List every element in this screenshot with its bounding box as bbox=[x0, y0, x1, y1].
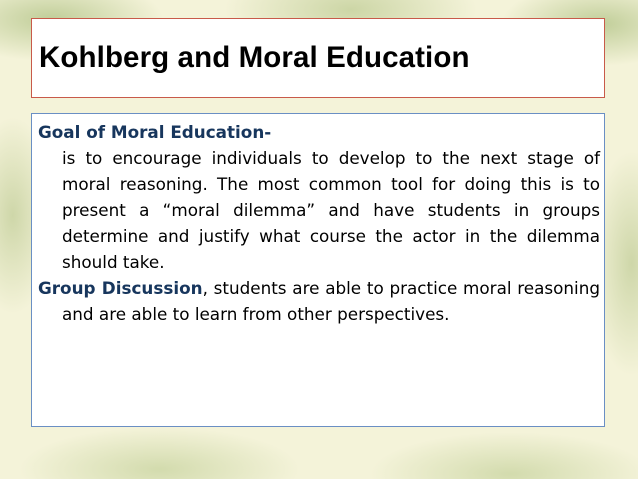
content-text bbox=[38, 119, 600, 327]
group-discussion-paragraph bbox=[38, 275, 600, 327]
goal-heading: Goal of Moral Education- bbox=[38, 122, 272, 142]
goal-heading-paragraph bbox=[38, 119, 600, 145]
title-placeholder bbox=[31, 18, 605, 98]
goal-text: is to encourage individuals to develop to the next stage of moral reasoning. The most common tool for doing this is to present a “moral dilemma” and have students in groups determine and justify what course the actor in the dilemma should take. bbox=[62, 148, 600, 272]
content-placeholder bbox=[31, 113, 605, 427]
slide-title: Kohlberg and Moral Education bbox=[39, 41, 470, 74]
group-discussion-heading: Group Discussion bbox=[38, 278, 203, 298]
group-discussion-text: , students are able to practice moral reasoning and are able to learn from other perspectives. bbox=[62, 278, 600, 324]
